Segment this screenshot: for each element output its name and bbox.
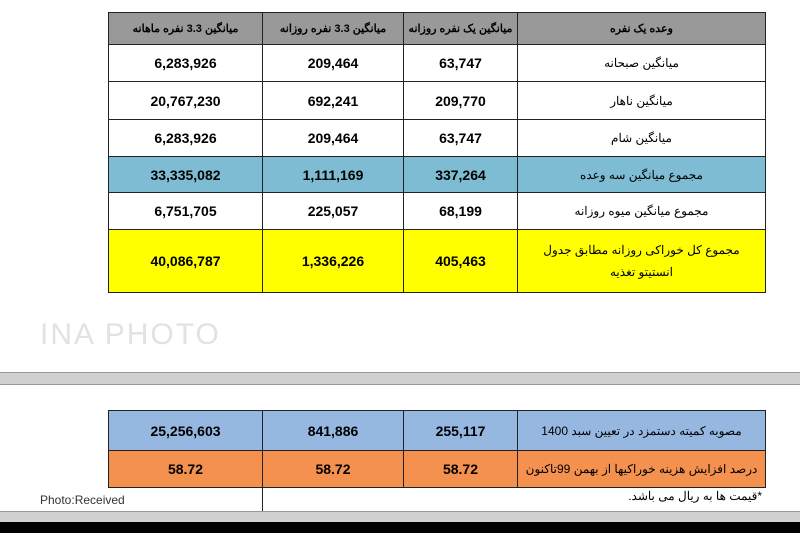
page-separator [0, 372, 800, 385]
cell: 6,283,926 [109, 45, 263, 82]
watermark-logo: INA PHOTO [40, 318, 221, 351]
divider [262, 487, 263, 511]
header-meal: وعده یک نفره [518, 13, 766, 45]
currency-note: *قیمت ها به ریال می باشد. [628, 489, 762, 503]
header-monthly33: میانگین 3.3 نفره ماهانه [109, 13, 263, 45]
cell: 6,751,705 [109, 193, 263, 230]
table-row [109, 411, 766, 451]
row-label: مجموع میانگین میوه روزانه [518, 193, 766, 230]
cell: 58.72 [109, 451, 263, 488]
table-header [109, 13, 766, 45]
cell: 63,747 [404, 120, 518, 157]
cell: 40,086,787 [109, 230, 263, 293]
table-row [109, 120, 766, 157]
photo-credit: Photo:Received [40, 493, 125, 507]
cell: 6,283,926 [109, 120, 263, 157]
committee-table [108, 410, 766, 488]
row-label: مجموع کل خوراکی روزانه مطابق جدول انستیتو تغذیه [518, 230, 766, 293]
table-row [109, 230, 766, 293]
table-row [109, 193, 766, 230]
cell: 1,336,226 [263, 230, 404, 293]
cell: 337,264 [404, 157, 518, 193]
cell: 58.72 [404, 451, 518, 488]
cell: 209,464 [263, 45, 404, 82]
cell: 209,464 [263, 120, 404, 157]
cell: 63,747 [404, 45, 518, 82]
table-row [109, 45, 766, 82]
bottom-bar [0, 522, 800, 533]
row-label: مجموع میانگین سه وعده [518, 157, 766, 193]
cell: 225,057 [263, 193, 404, 230]
cell: 209,770 [404, 82, 518, 120]
table-row [109, 451, 766, 488]
cell: 20,767,230 [109, 82, 263, 120]
cell: 25,256,603 [109, 411, 263, 451]
table-row [109, 82, 766, 120]
cell: 841,886 [263, 411, 404, 451]
cell: 692,241 [263, 82, 404, 120]
header-daily33: میانگین 3.3 نفره روزانه [263, 13, 404, 45]
cell: 33,335,082 [109, 157, 263, 193]
row-label: میانگین ناهار [518, 82, 766, 120]
cell: 405,463 [404, 230, 518, 293]
cell: 58.72 [263, 451, 404, 488]
row-label: درصد افزایش هزینه خوراکیها از بهمن 99تاکنون [518, 451, 766, 488]
header-daily1: میانگین یک نفره روزانه [404, 13, 518, 45]
row-label: مصوبه کمیته دستمزد در تعیین سبد 1400 [518, 411, 766, 451]
cell: 255,117 [404, 411, 518, 451]
cell: 1,111,169 [263, 157, 404, 193]
food-cost-table [108, 12, 766, 293]
table-row [109, 157, 766, 193]
row-label: میانگین شام [518, 120, 766, 157]
row-label: میانگین صبحانه [518, 45, 766, 82]
cell: 68,199 [404, 193, 518, 230]
